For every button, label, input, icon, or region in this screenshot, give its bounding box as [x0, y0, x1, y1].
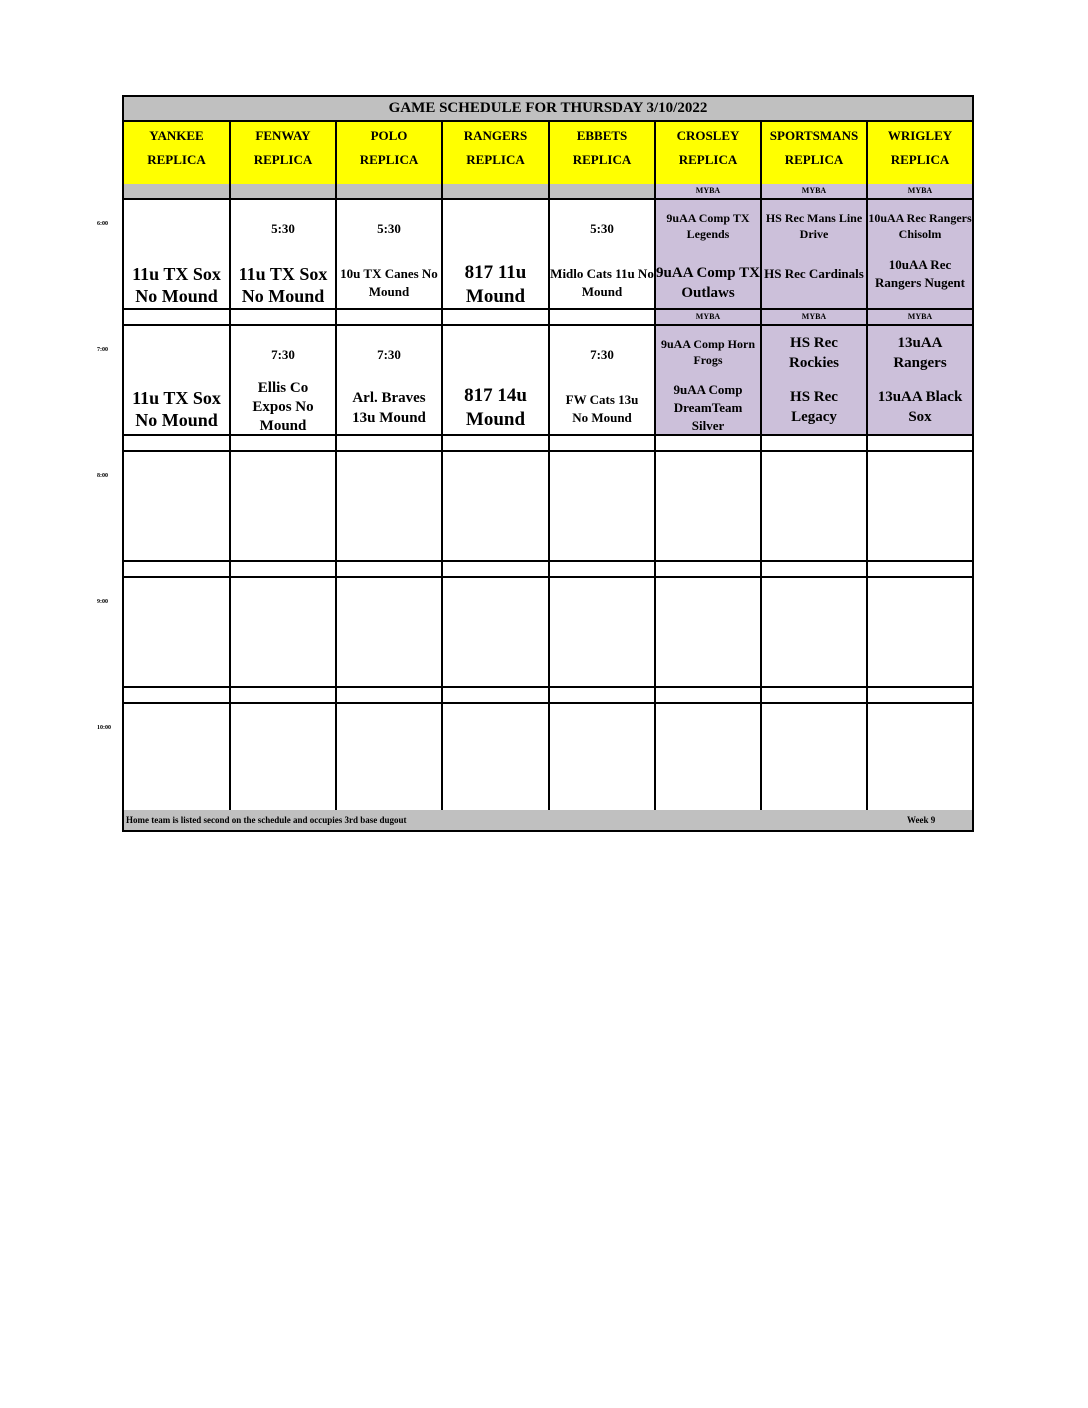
field-header: CROSLEY REPLICA — [656, 122, 762, 184]
field-header: YANKEE REPLICA — [124, 122, 231, 184]
game-cell: 7:30 FW Cats 13u No Mound — [550, 326, 656, 434]
field-header: EBBETS REPLICA — [550, 122, 656, 184]
game-cell: 11u TX Sox No Mound — [124, 200, 231, 308]
game-cell: 7:30 Ellis Co Expos No Mound — [231, 326, 337, 434]
spacer-row — [124, 436, 972, 452]
time-slot-3 — [124, 452, 972, 562]
footer-note: Home team is listed second on the schedule and occupies 3rd base dugout — [126, 815, 407, 825]
league-tag: MYBA — [868, 184, 972, 198]
time-label-9: 9:00 — [97, 599, 108, 605]
game-cell: 7:30 Arl. Braves 13u Mound — [337, 326, 443, 434]
league-tag: MYBA — [868, 310, 972, 324]
game-cell: 5:30 11u TX Sox No Mound — [231, 200, 337, 308]
game-cell: 13uAA Rangers 13uAA Black Sox — [868, 326, 972, 434]
time-label-8: 8:00 — [97, 473, 108, 479]
field-header: RANGERS REPLICA — [443, 122, 550, 184]
game-cell: 817 14u Mound — [443, 326, 550, 434]
time-slot-5 — [124, 704, 972, 812]
time-label-7: 7:00 — [97, 347, 108, 353]
field-header: FENWAY REPLICA — [231, 122, 337, 184]
game-cell: 5:30 Midlo Cats 11u No Mound — [550, 200, 656, 308]
game-cell: 817 11u Mound — [443, 200, 550, 308]
time-slot-2 — [124, 326, 972, 436]
week-label: Week 9 — [907, 815, 936, 825]
field-header: WRIGLEY REPLICA — [887, 128, 953, 167]
time-label-6: 6:00 — [97, 221, 108, 227]
game-cell: HS Rec Rockies HS Rec Legacy — [762, 326, 868, 434]
game-cell: HS Rec Mans Line Drive HS Rec Cardinals — [762, 200, 868, 308]
game-cell: 9uAA Comp TX Legends 9uAA Comp TX Outlaws — [656, 200, 762, 308]
league-tag: MYBA — [762, 310, 868, 324]
spacer-row — [124, 310, 972, 326]
field-header: SPORTSMANS REPLICA — [762, 122, 868, 184]
schedule-title: GAME SCHEDULE FOR THURSDAY 3/10/2022 — [124, 97, 972, 122]
game-cell: 10uAA Rec Rangers Chisolm 10uAA Rec Rangers Nugent — [868, 200, 972, 308]
game-cell: 9uAA Comp Horn Frogs 9uAA Comp DreamTeam Silver — [656, 326, 762, 434]
footer-bar — [124, 810, 972, 830]
schedule-sheet — [122, 95, 974, 832]
spacer-row — [124, 184, 972, 200]
league-tag: MYBA — [656, 184, 762, 198]
game-cell: 5:30 10u TX Canes No Mound — [337, 200, 443, 308]
spacer-row — [124, 688, 972, 704]
time-label-10: 10:00 — [97, 725, 111, 731]
field-header: POLO REPLICA — [337, 122, 443, 184]
spacer-row — [124, 562, 972, 578]
time-slot-1 — [124, 200, 972, 310]
time-slot-4 — [124, 578, 972, 688]
game-cell: 11u TX Sox No Mound — [124, 326, 231, 434]
league-tag: MYBA — [762, 184, 868, 198]
field-header-row — [124, 122, 972, 186]
league-tag: MYBA — [656, 310, 762, 324]
